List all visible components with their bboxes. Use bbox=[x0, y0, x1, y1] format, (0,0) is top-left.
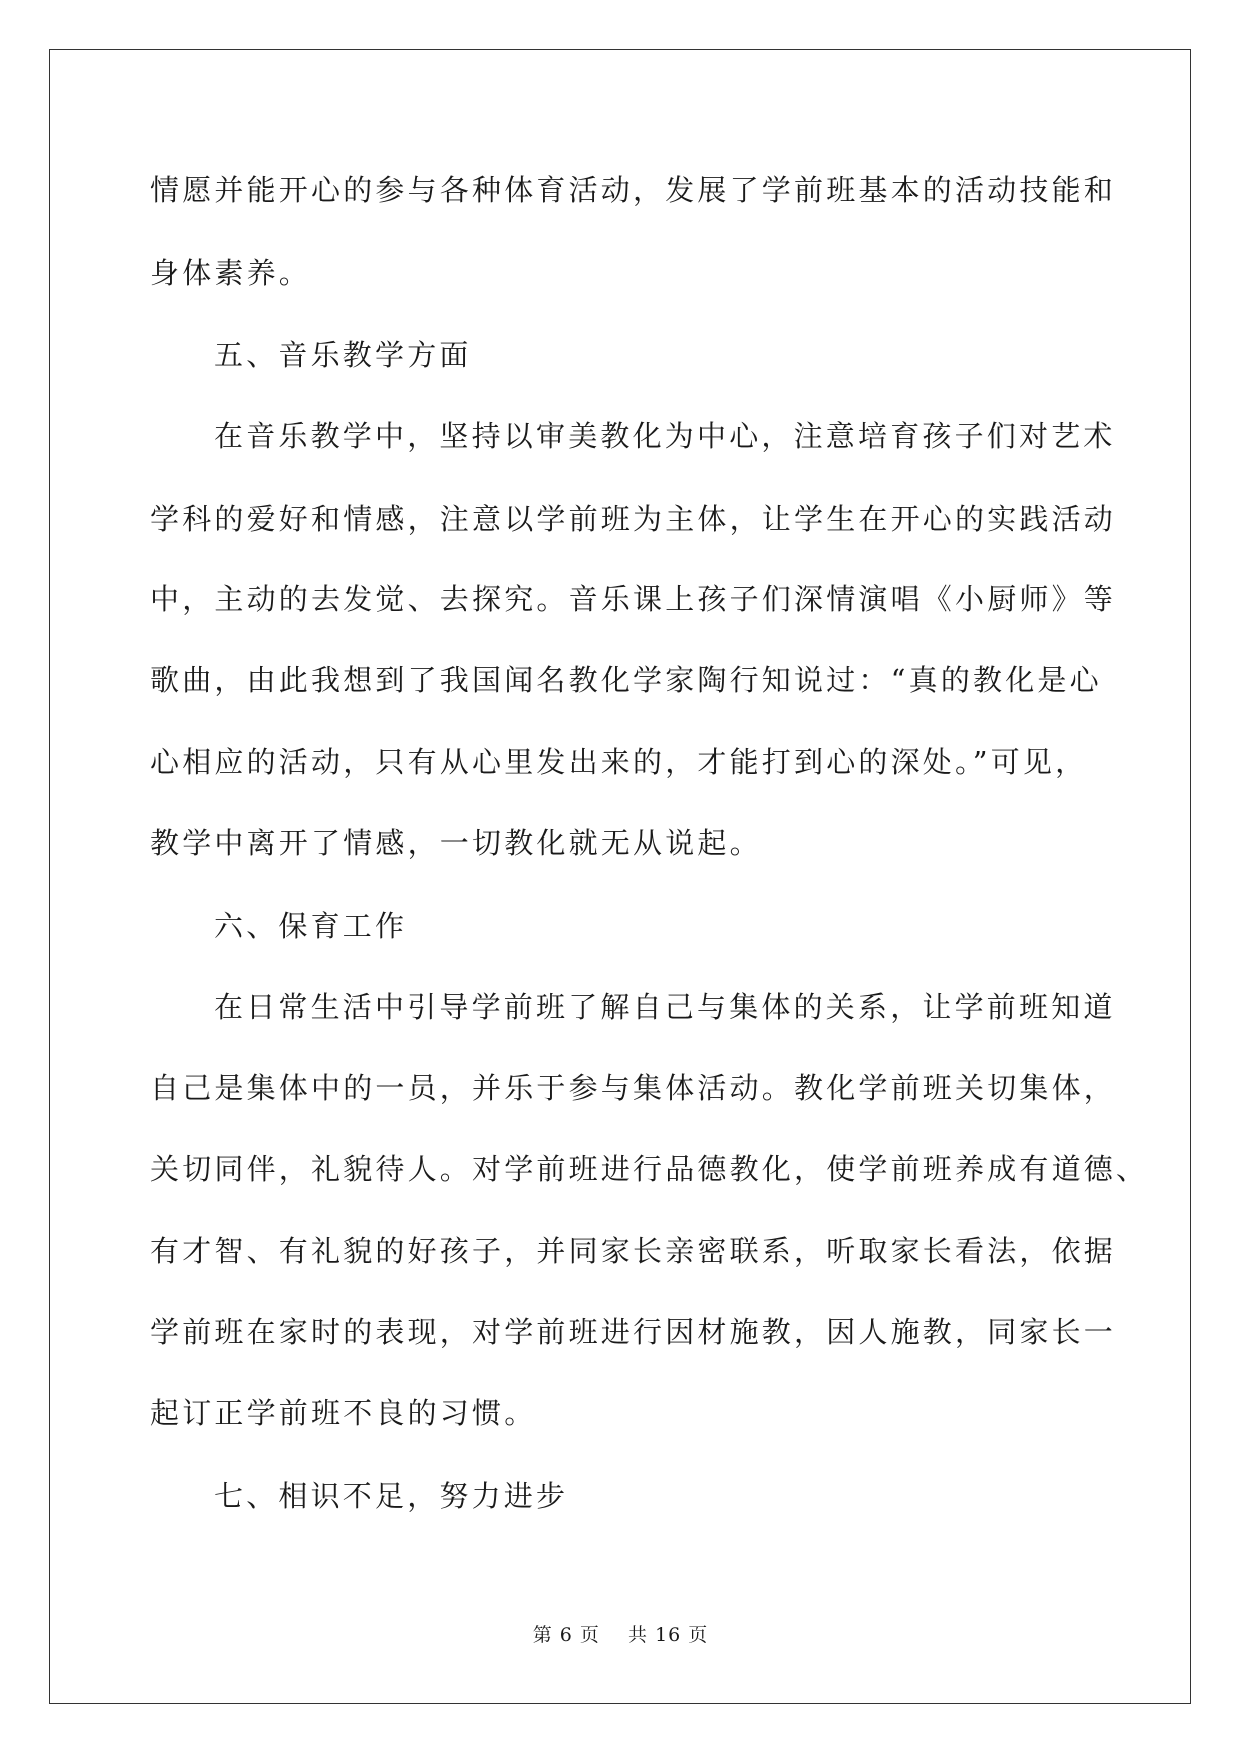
footer-spacer bbox=[600, 1624, 628, 1646]
body-text-line: 学科的爱好和情感，注意以学前班为主体，让学生在开心的实践活动 bbox=[150, 502, 1117, 536]
body-text-line: 学前班在家时的表现，对学前班进行因材施教，因人施教，同家长一 bbox=[150, 1315, 1117, 1349]
page-border bbox=[49, 49, 1191, 1704]
body-text-line: 中，主动的去发觉、去探究。音乐课上孩子们深情演唱《小厨师》等 bbox=[150, 582, 1117, 616]
body-text-line: 在音乐教学中，坚持以审美教化为中心，注意培育孩子们对艺术 bbox=[214, 419, 1116, 453]
body-text-line: 起订正学前班不良的习惯。 bbox=[150, 1396, 537, 1430]
body-text-line: 歌曲，由此我想到了我国闻名教化学家陶行知说过：“真的教化是心 bbox=[150, 663, 1102, 697]
body-text-line: 自己是集体中的一员，并乐于参与集体活动。教化学前班关切集体， bbox=[150, 1071, 1117, 1105]
section-heading: 六、保育工作 bbox=[214, 909, 408, 943]
body-text-line: 心相应的活动，只有从心里发出来的，才能打到心的深处。”可见， bbox=[150, 745, 1088, 779]
body-text-line: 关切同伴，礼貌待人。对学前班进行品德教化，使学前班养成有道德、 bbox=[150, 1152, 1149, 1186]
section-heading: 七、相识不足，努力进步 bbox=[214, 1479, 569, 1513]
page-number: 第 6 页 bbox=[532, 1624, 600, 1646]
page-footer bbox=[0, 1620, 1241, 1647]
body-text-line: 在日常生活中引导学前班了解自己与集体的关系，让学前班知道 bbox=[214, 990, 1116, 1024]
body-text-line: 有才智、有礼貌的好孩子，并同家长亲密联系，听取家长看法，依据 bbox=[150, 1234, 1117, 1268]
page-total: 共 16 页 bbox=[628, 1624, 709, 1646]
body-text-line: 教学中离开了情感，一切教化就无从说起。 bbox=[150, 826, 762, 860]
section-heading: 五、音乐教学方面 bbox=[214, 338, 472, 372]
body-text-line: 情愿并能开心的参与各种体育活动，发展了学前班基本的活动技能和 bbox=[150, 173, 1117, 207]
body-text-line: 身体素养。 bbox=[150, 256, 312, 290]
